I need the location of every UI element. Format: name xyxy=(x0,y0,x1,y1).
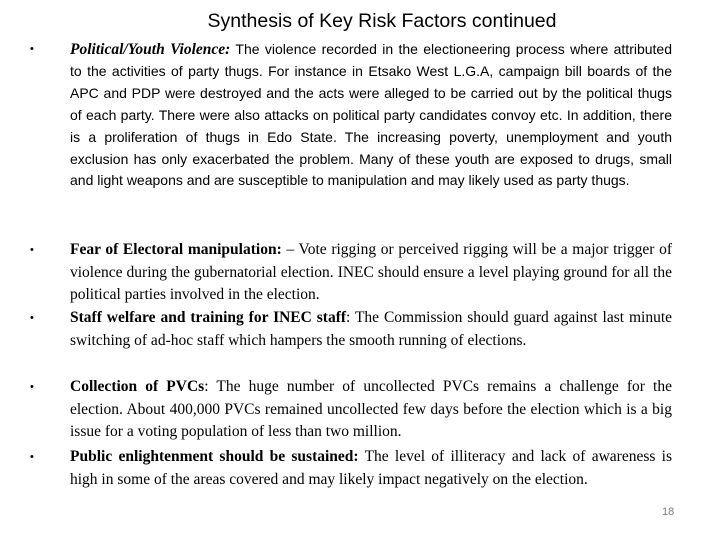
bullet-body: : The huge number of uncollected PVCs remains a challenge for the election. About 400,000 PVCs remained uncollected few days before the election which is a big issue for a voting population of less than two million. xyxy=(70,378,672,441)
bullet-lead: Staff welfare and training for INEC staff xyxy=(70,309,347,326)
bullet-dot: • xyxy=(30,381,34,393)
bullet-body: – Vote rigging or perceived rigging will be a major trigger of violence during the gubernatorial election. INEC should ensure a level playing ground for all the political parties involved in the election. xyxy=(70,241,672,304)
bullet-dot: • xyxy=(30,312,34,324)
bullet-text xyxy=(70,239,672,307)
bullet-dot: • xyxy=(30,451,34,463)
page-number: 18 xyxy=(662,506,675,518)
bullet-body: : The Commission should guard against last minute switching of ad-hoc staff which hampers the smooth running of elections. xyxy=(70,309,673,349)
bullet-lead: Collection of PVCs xyxy=(70,378,205,395)
bullet-text xyxy=(70,307,672,352)
bullet-lead: Public enlightenment should be sustained: xyxy=(70,448,359,465)
bullet-dot: • xyxy=(30,43,34,55)
bullet-body: The violence recorded in the electioneering process where attributed to the activities of party thugs. For instance in Etsako West L.G.A, campaign bill boards of the APC and PDP were destroyed and the acts were alleged to be carried out by the political thugs of each party. There were also attacks on political party candidates convoy etc. In addition, there is a proliferation of thugs in Edo State. The increasing poverty, unemployment and youth exclusion has only exacerbated the problem. Many of these youth are exposed to drugs, small and light weapons and are susceptible to manipulation and may likely used as party thugs. xyxy=(70,41,673,189)
bullet-body: The level of illiteracy and lack of awareness is high in some of the areas covered and may likely impact negatively on the election. xyxy=(70,448,672,488)
bullet-lead: Political/Youth Violence: xyxy=(70,41,231,58)
bullet-text xyxy=(70,39,672,192)
bullet-text xyxy=(70,446,672,491)
slide-title: Synthesis of Key Risk Factors continued xyxy=(207,10,557,32)
bullet-text xyxy=(70,376,672,444)
bullet-lead: Fear of Electoral manipulation: xyxy=(70,241,282,258)
bullet-dot: • xyxy=(30,244,34,256)
